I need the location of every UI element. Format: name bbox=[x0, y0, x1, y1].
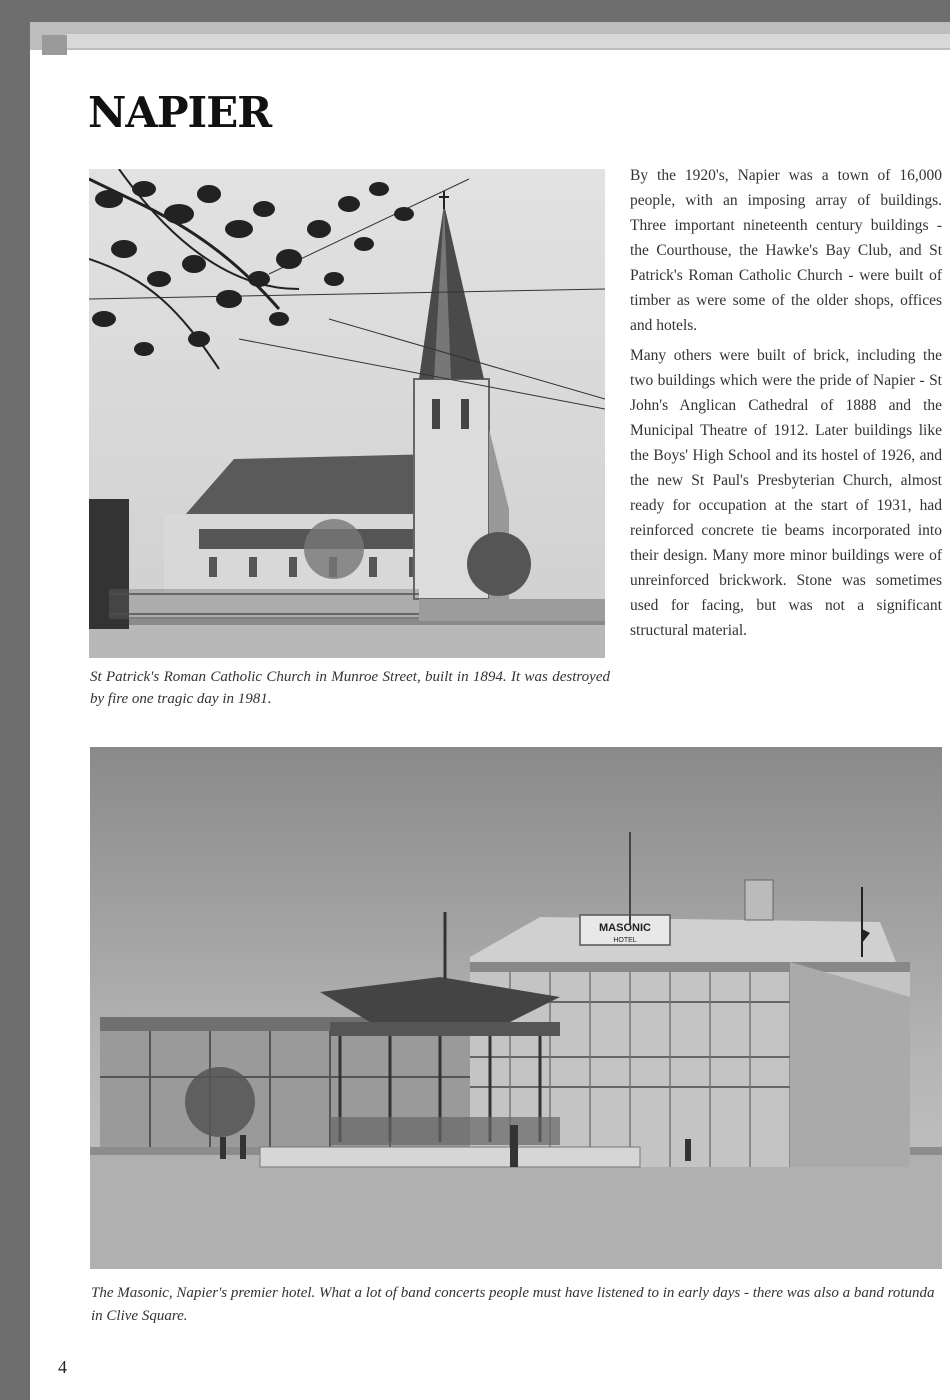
hotel-sign-subtext: HOTEL bbox=[613, 937, 637, 944]
page-number: 4 bbox=[58, 1357, 67, 1377]
masonic-hotel-caption: The Masonic, Napier's premier hotel. What a lot of band concerts people must have listened to in early days - there was also a band rotunda in Clive Square. bbox=[91, 1285, 935, 1324]
body-paragraph: Many others were built of brick, including the two buildings which were the pride of Napier - St John's Anglican Cathedral of 1888 and the Municipal Theatre of 1912. Later buildings like the Boys' High School and its hostel of 1926, and the new St Paul's Presbyterian Church, almost ready for occupation at the start of 1931, had reinforced concrete tie beams incorporated into their design. Many more minor buildings were of unreinforced brickwork. Stone was sometimes used for facing, but was not a significant structural material. bbox=[630, 347, 942, 639]
masonic-hotel-photo bbox=[90, 747, 942, 1269]
header-strip-light bbox=[65, 34, 950, 48]
scan-border-left bbox=[0, 0, 30, 1400]
page-title: NAPIER bbox=[88, 88, 272, 137]
hotel-sign-text: MASONIC bbox=[599, 922, 651, 934]
body-paragraph: By the 1920's, Napier was a town of 16,000 people, with an imposing array of buildings. Three important nineteenth century buildings - the Courthouse, the Hawke's Bay Club, and St Patrick's Roman Catholic Church - were built of timber as were some of the older shops, offices and hotels. bbox=[630, 167, 942, 334]
body-text bbox=[630, 163, 942, 648]
church-photo-caption: St Patrick's Roman Catholic Church in Munroe Street, built in 1894. It was destroyed by fire one tragic day in 1981. bbox=[90, 669, 610, 707]
church-photo bbox=[89, 169, 605, 658]
header-corner-block bbox=[42, 35, 67, 55]
